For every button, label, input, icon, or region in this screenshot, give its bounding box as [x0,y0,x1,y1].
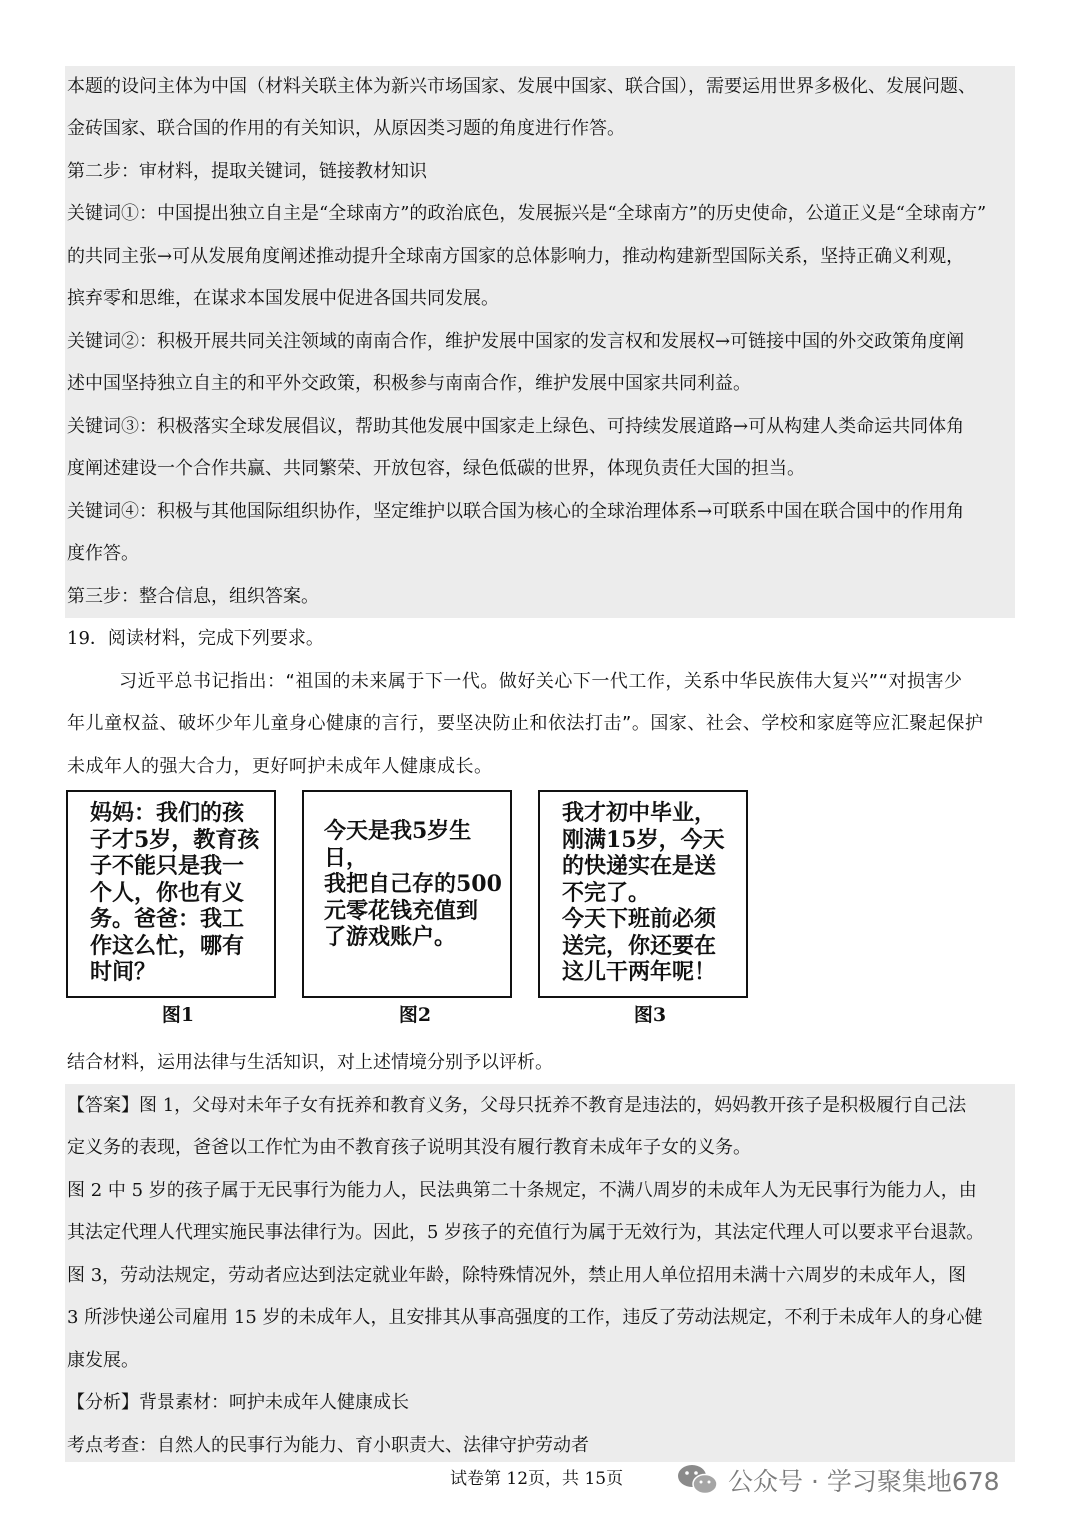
figure-1-text: 妈妈：我们的孩 子才5岁，教育孩 子不能只是我一 个人，你也有义 务。爸爸：我工 作这么忙，哪有 时间？ [90,800,260,985]
keyword-3-line: 关键词③：积极落实全球发展倡议，帮助其他发展中国家走上绿色、可持续发展道路→可从构建人类命运共同体角 [67,416,965,437]
material-line: 未成年人的强大合力，更好呵护未成年人健康成长。 [67,756,493,777]
analysis-points-line: 考点考查：自然人的民事行为能力、育小职责大、法律守护劳动者 [67,1435,589,1456]
keyword-1-line: 的共同主张→可从发展角度阐述推动提升全球南方国家的总体影响力，推动构建新型国际关系，坚持正确义利观， [67,246,965,267]
question-prompt: 结合材料，运用法律与生活知识，对上述情境分别予以评析。 [67,1052,553,1073]
keyword-2-line: 关键词②：积极开展共同关注领域的南南合作，维护发展中国家的发言权和发展权→可链接中国的外交政策角度阐 [67,331,965,352]
watermark [676,1462,1000,1498]
answer-line: 3 所涉快递公司雇用 15 岁的未成年人，且安排其从事高强度的工作，违反了劳动法规定，不利于未成年人的身心健 [67,1307,983,1328]
figure-3-text: 我才初中毕业， 刚满15岁，今天 的快递实在是送 不完了。 今天下班前必须 送完，你还要在 这儿干两年呢！ [562,800,725,985]
keyword-3-line: 度阐述建设一个合作共赢、共同繁荣、开放包容，绿色低碳的世界，体现负责任大国的担当。 [67,458,805,479]
keyword-4-line: 度作答。 [67,543,139,564]
figure-2-text: 今天是我5岁生日， 我把自己存的500 元零花钱充值到 了游戏账户。 [324,818,502,950]
watermark-text: 公众号 · 学习聚集地678 [728,1467,1000,1496]
analysis-line: 本题的设问主体为中国（材料关联主体为新兴市场国家、发展中国家、联合国），需要运用世界多极化、发展问题、 [67,76,976,97]
keyword-1-line: 关键词①：中国提出独立自主是“全球南方”的政治底色，发展振兴是“全球南方”的历史使命，公道正义是“全球南方” [67,203,987,224]
keyword-4-line: 关键词④：积极与其他国际组织协作，坚定维护以联合国为核心的全球治理体系→可联系中国在联合国中的作用角 [67,501,965,522]
figure-2-caption: 图2 [398,1004,432,1026]
answer-line: 康发展。 [67,1350,139,1371]
answer-line: 图 3，劳动法规定，劳动者应达到法定就业年龄，除特殊情况外，禁止用人单位招用未满十六周岁的未成年人，图 [67,1265,967,1286]
wechat-icon [676,1462,720,1498]
answer-line: 其法定代理人代理实施民事法律行为。因此，5 岁孩子的充值行为属于无效行为，其法定代理人可以要求平台退款。 [67,1222,985,1243]
material-line: 习近平总书记指出：“祖国的未来属于下一代。做好关心下一代工作，关系中华民族伟大复兴”“对损害少 [119,671,963,692]
figure-1-caption: 图1 [161,1004,195,1026]
analysis-background-line: 【分析】背景素材：呵护未成年人健康成长 [67,1392,409,1413]
figure-2-box [302,790,512,998]
keyword-2-line: 述中国坚持独立自主的和平外交政策，积极参与南南合作，维护发展中国家共同利益。 [67,373,751,394]
material-line: 年儿童权益、破坏少年儿童身心健康的言行，要坚决防止和依法打击”。国家、社会、学校和家庭等应汇聚起保护 [67,713,984,734]
answer-line: 【答案】图 1，父母对未年子女有抚养和教育义务，父母只抚养不教育是违法的，妈妈教开孩子是积极履行自己法 [67,1095,967,1116]
step-three-heading: 第三步：整合信息，组织答案。 [67,586,319,607]
page-number: 试卷第 12页，共 15页 [450,1469,624,1489]
answer-line: 图 2 中 5 岁的孩子属于无民事行为能力人，民法典第二十条规定，不满八周岁的未成年人为无民事行为能力人，由 [67,1180,977,1201]
figure-1-box [66,790,276,998]
figure-3-box [538,790,748,998]
step-two-heading: 第二步：审材料，提取关键词，链接教材知识 [67,161,427,182]
answer-line: 定义务的表现，爸爸以工作忙为由不教育孩子说明其没有履行教育未成年子女的义务。 [67,1137,751,1158]
question-title: 19．阅读材料，完成下列要求。 [67,628,324,649]
keyword-1-line: 摈弃零和思维，在谋求本国发展中促进各国共同发展。 [67,288,499,309]
analysis-line: 金砖国家、联合国的作用的有关知识，从原因类习题的角度进行作答。 [67,118,625,139]
figure-3-caption: 图3 [633,1004,667,1026]
